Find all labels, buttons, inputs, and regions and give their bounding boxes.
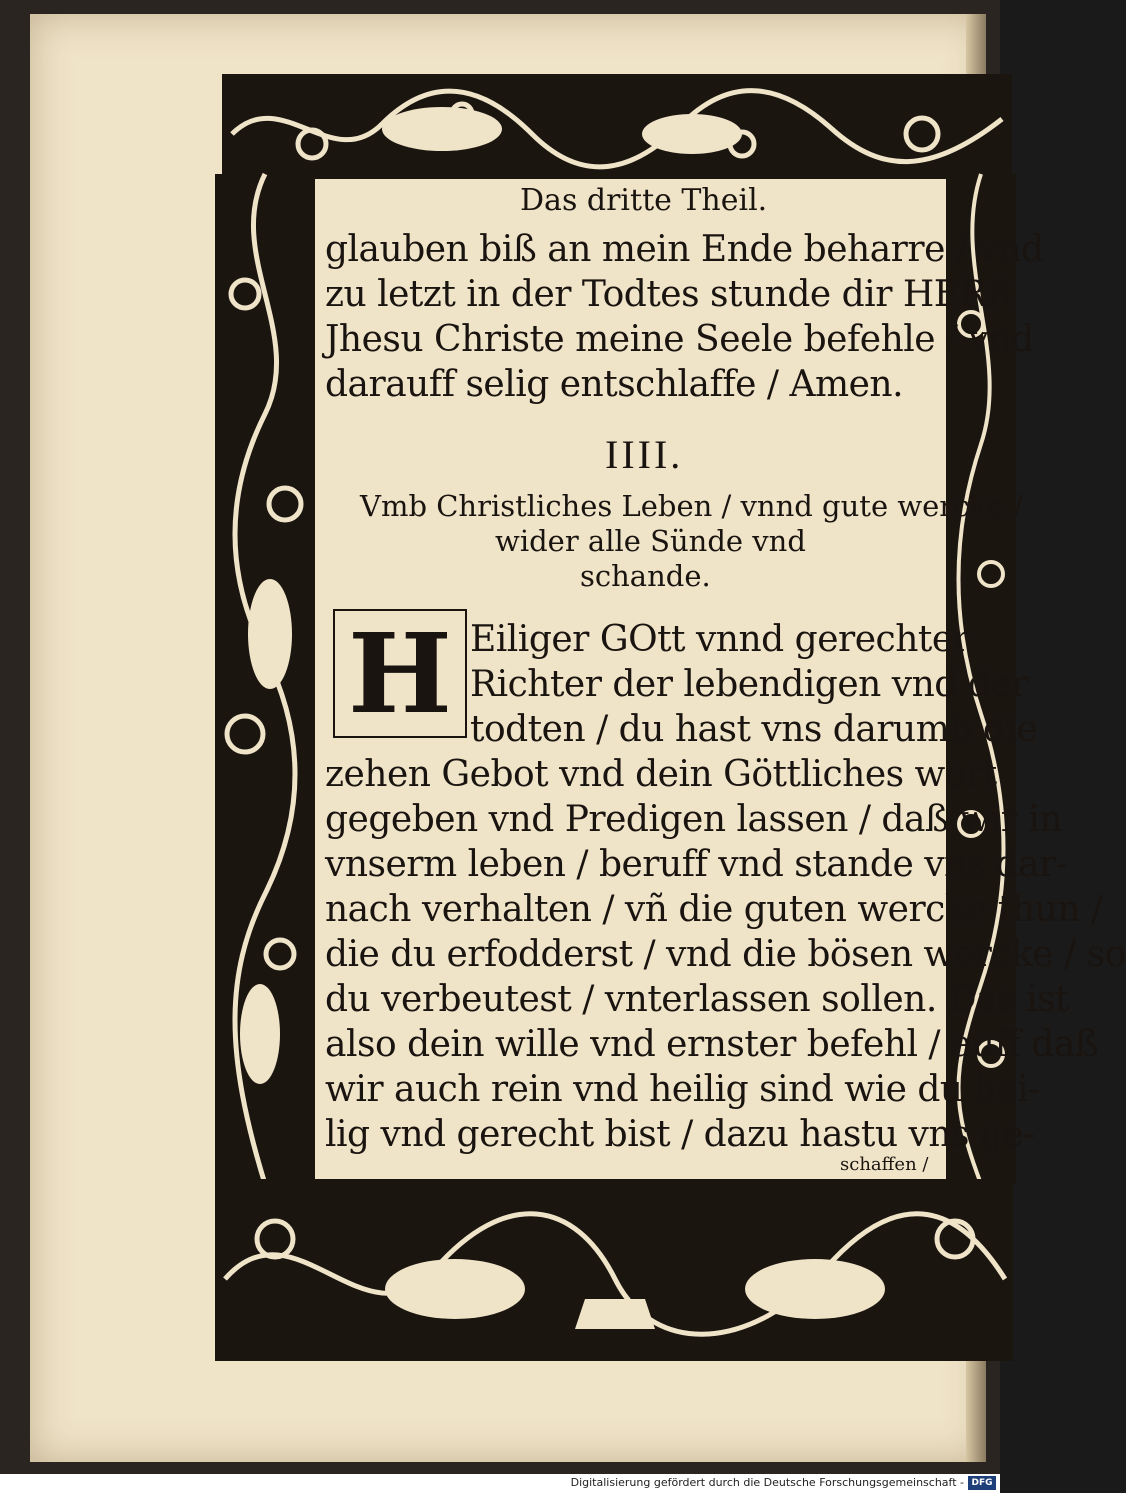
decorated-initial <box>333 609 467 738</box>
text-line: nach verhalten / vñ die guten wercke thun / <box>325 889 1103 930</box>
text-line: vnserm leben / beruff vnd stande vns dar- <box>325 844 1068 885</box>
text-line: darauff selig entschlaffe / Amen. <box>325 364 904 405</box>
ornamental-border-top <box>222 74 1012 179</box>
text-line: zehen Gebot vnd dein Göttliches wort <box>325 754 997 795</box>
section-numeral: IIII. <box>605 432 684 477</box>
text-block <box>315 179 1126 1179</box>
catchword: schaffen / <box>840 1154 929 1175</box>
ornamental-border-bottom <box>215 1179 1013 1361</box>
text-line: also dein wille vnd ernster befehl / auff daß <box>325 1024 1099 1065</box>
text-line: Eiliger GOtt vnnd gerechter <box>470 619 970 660</box>
initial-letter: H <box>348 609 452 738</box>
book-page <box>30 14 1126 1462</box>
subheading-line: Vmb Christliches Leben / vnnd gute wercke / <box>360 489 1024 523</box>
dfg-logo: DFG <box>968 1476 996 1490</box>
subheading-line: wider alle Sünde vnd <box>495 524 806 558</box>
text-line: Jhesu Christe meine Seele befehle / vnd <box>325 319 1034 360</box>
text-line: glauben biß an mein Ende beharre / vnd <box>325 229 1044 270</box>
ornamental-border-left <box>215 174 315 1184</box>
digitization-footer <box>0 1474 1000 1493</box>
running-head: Das dritte Theil. <box>520 183 768 218</box>
text-line: Richter der lebendigen vnd der <box>470 664 1028 705</box>
text-line: du verbeutest / vnterlassen sollen. Das ist <box>325 979 1069 1020</box>
text-line: todten / du hast vns darumb die <box>470 709 1038 750</box>
footer-credit: Digitalisierung gefördert durch die Deutsche Forschungsgemeinschaft - <box>570 1476 964 1489</box>
text-line: lig vnd gerecht bist / dazu hastu vns ge- <box>325 1114 1035 1155</box>
subheading-line: schande. <box>580 559 711 593</box>
text-line: gegeben vnd Predigen lassen / daß wir in <box>325 799 1063 840</box>
text-line: die du erfodderst / vnd die bösen wercke / so <box>325 934 1126 975</box>
text-line: zu letzt in der Todtes stunde dir HERR <box>325 274 1013 315</box>
text-line: wir auch rein vnd heilig sind wie du hei- <box>325 1069 1040 1110</box>
